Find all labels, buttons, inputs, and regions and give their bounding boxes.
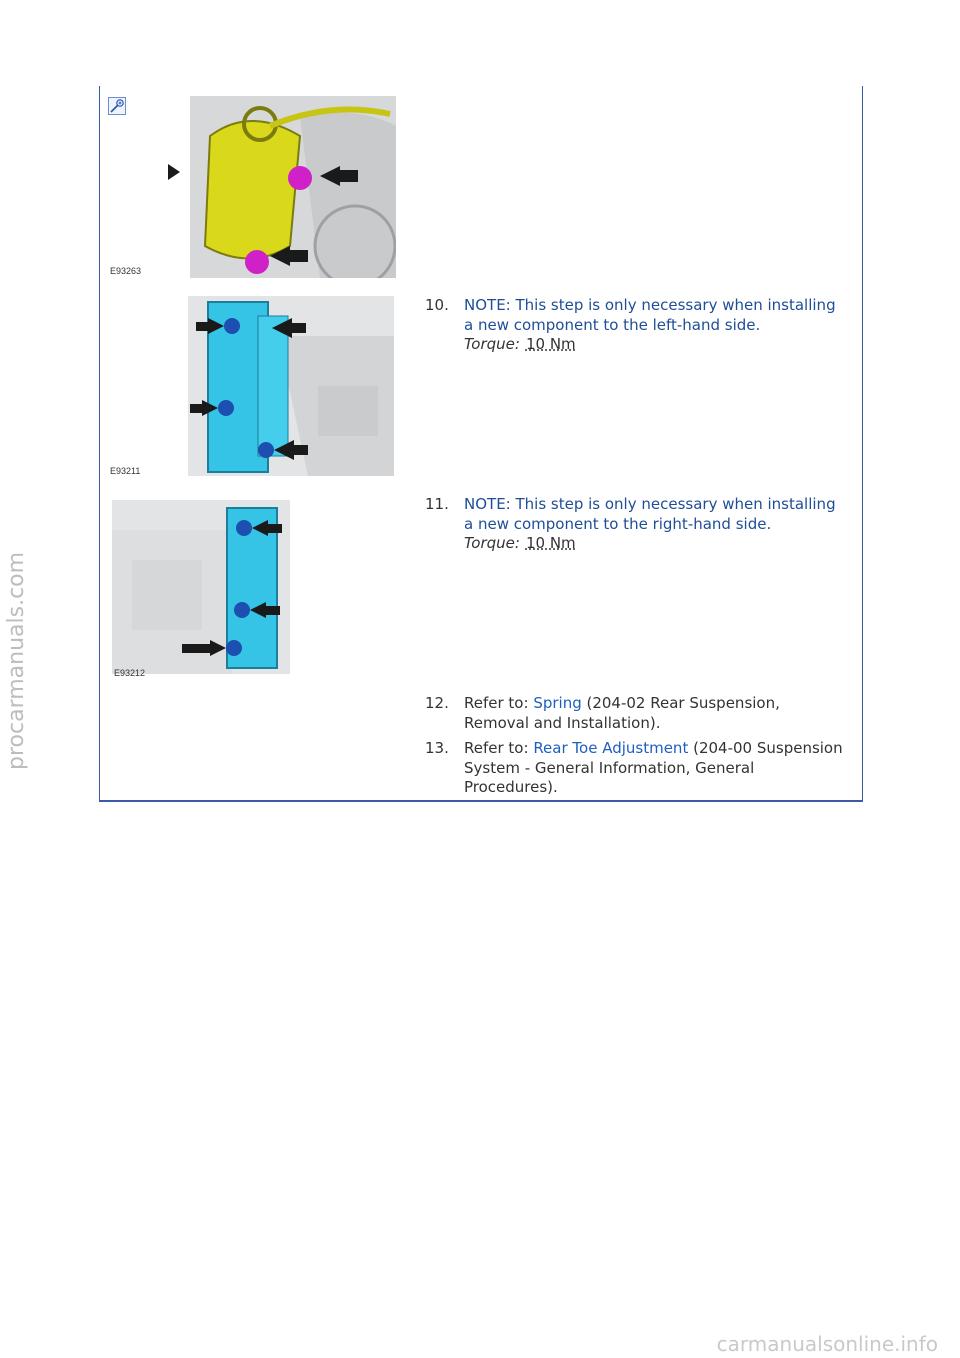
step-number: 10. — [425, 296, 449, 314]
link-spring[interactable]: Spring — [533, 694, 582, 712]
torque-label: Torque: — [464, 534, 520, 552]
side-watermark: procarmanuals.com — [4, 551, 29, 770]
step-number: 11. — [425, 495, 449, 513]
step-number: 12. — [425, 694, 449, 712]
figure-id: E93211 — [110, 466, 141, 476]
figure-e93212 — [112, 500, 290, 674]
step-note: NOTE: This step is only necessary when installing a new component to the right-hand side. — [464, 495, 836, 533]
torque-value: 10 Nm — [525, 534, 576, 552]
refer-prefix: Refer to: — [464, 739, 534, 757]
step-number: 13. — [425, 739, 449, 757]
figure-id: E93263 — [110, 266, 142, 276]
link-rear-toe-adjustment[interactable]: Rear Toe Adjustment — [533, 739, 689, 757]
step-body — [464, 495, 844, 554]
step-body — [464, 296, 844, 355]
torque-line — [464, 335, 844, 355]
bottom-watermark: carmanualsonline.info — [716, 1332, 938, 1356]
zoom-in-icon[interactable] — [108, 97, 126, 115]
torque-label: Torque: — [464, 335, 520, 353]
refer-prefix: Refer to: — [464, 694, 534, 712]
figure-id: E93212 — [114, 668, 146, 678]
refer-suffix: (204-02 Rear Suspension, Removal and Installation). — [464, 694, 780, 732]
step-body — [464, 739, 844, 798]
refer-suffix: (204-00 Suspension System - General Information, General Procedures). — [464, 739, 843, 796]
torque-value: 10 Nm — [525, 335, 576, 353]
figure-e93211 — [188, 296, 394, 476]
torque-line — [464, 534, 844, 554]
step-body — [464, 694, 844, 733]
figure-e93263 — [150, 96, 396, 278]
step-note: NOTE: This step is only necessary when installing a new component to the left-hand side. — [464, 296, 836, 334]
